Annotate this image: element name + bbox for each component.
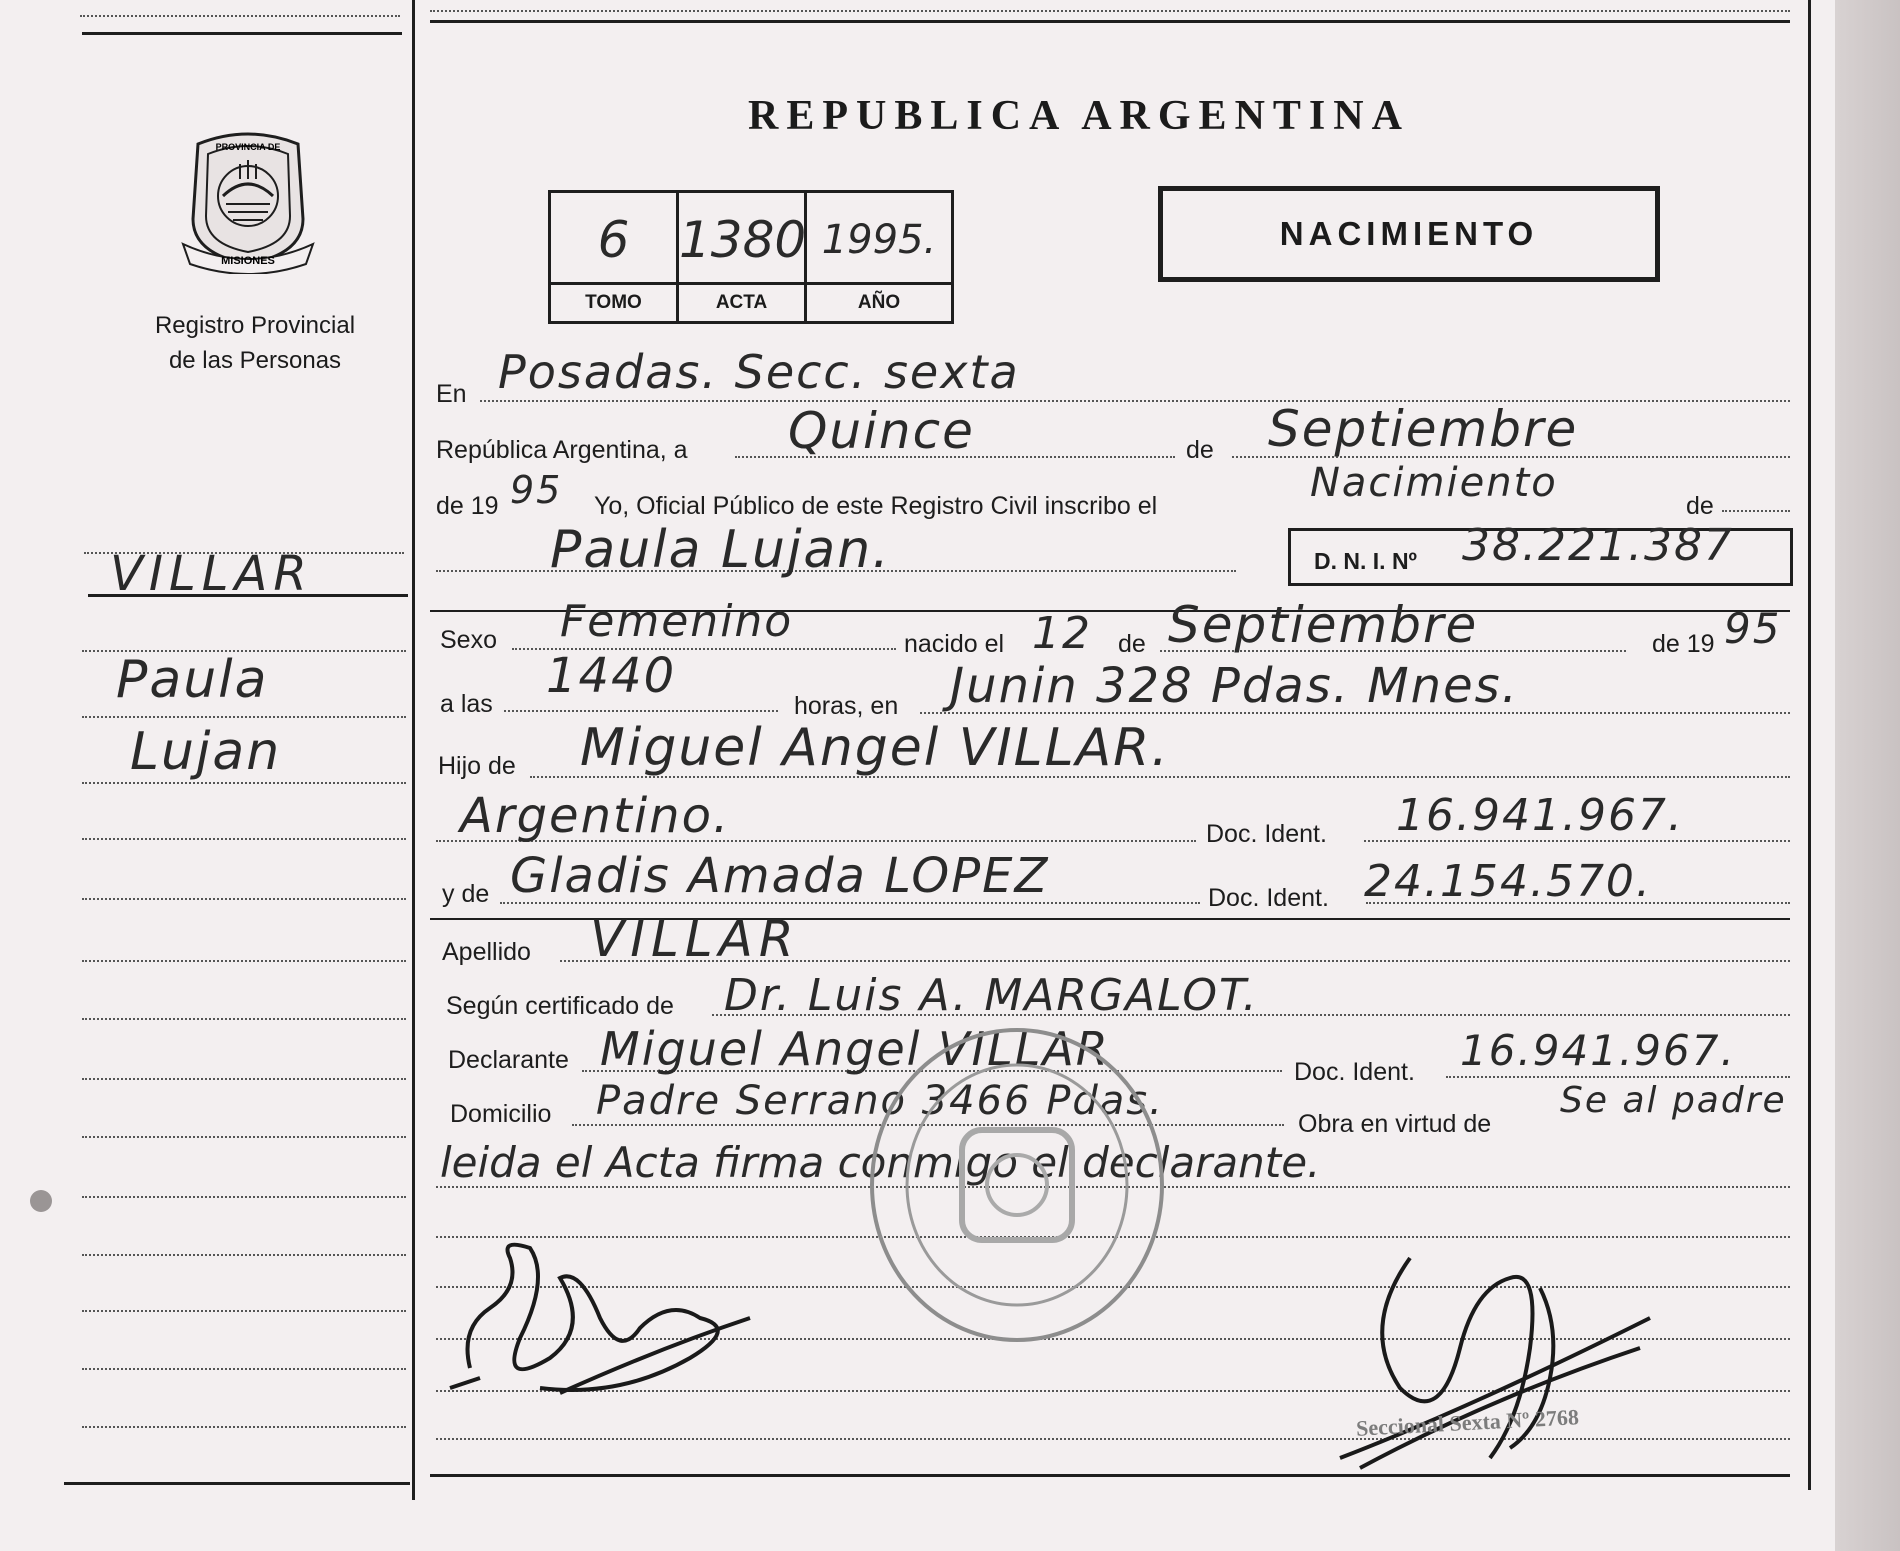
stub-divider <box>412 0 415 1500</box>
bottom-rule-left <box>64 1482 410 1485</box>
field-sexo: Femenino <box>560 596 794 647</box>
field-lugar: Posadas. Secc. sexta <box>498 345 1020 399</box>
act-type-box: NACIMIENTO <box>1158 186 1660 282</box>
stub-line-12 <box>82 1310 406 1312</box>
seal-text-bottom: MISIONES <box>221 255 275 267</box>
field-doc-madre: 24.154.570. <box>1364 856 1652 907</box>
label-sexo: Sexo <box>440 626 497 654</box>
stub-line-6 <box>82 960 406 962</box>
field-mes: Septiembre <box>1268 400 1579 458</box>
label-de-1900: de 19 <box>1652 630 1715 658</box>
dots-hecho-tail <box>1722 510 1790 512</box>
tomo-cell <box>551 193 679 321</box>
tomo-label: TOMO <box>551 282 676 321</box>
label-de: de <box>1186 436 1214 464</box>
label-a-las: a las <box>440 690 493 718</box>
ano-cell <box>807 193 951 321</box>
stub-line-14 <box>82 1426 406 1428</box>
field-certificado: Dr. Luis A. MARGALOT. <box>724 970 1259 1021</box>
field-observacion: leida el Acta firma conmigo el declarante. <box>440 1138 1321 1187</box>
label-de-19: de 19 <box>436 492 499 520</box>
label-doc-ident-1: Doc. Ident. <box>1206 820 1327 848</box>
field-nombre: Paula Lujan. <box>550 520 891 580</box>
field-padre: Miguel Angel VILLAR. <box>580 718 1170 778</box>
field-lugar-nac: Junin 328 Pdas. Mnes. <box>950 658 1519 714</box>
field-dia-nac: 12 <box>1032 608 1092 659</box>
dots-doc-declarante <box>1446 1076 1790 1078</box>
dots-en <box>480 400 1790 402</box>
dots-hora <box>504 710 778 712</box>
stub-line-13 <box>82 1368 406 1370</box>
top-rule-right <box>430 20 1790 23</box>
acta-cell <box>679 193 807 321</box>
field-anio-nac: 95 <box>1724 604 1782 653</box>
stub-line-7 <box>82 1018 406 1020</box>
official-round-stamp-icon <box>862 1020 1172 1350</box>
official-stamp-text: Seccional Sexta Nº 2768 <box>1355 1404 1580 1441</box>
field-obra-virtud: Se al padre <box>1560 1080 1787 1121</box>
registry-line-1: Registro Provincial <box>154 312 356 339</box>
label-apellido: Apellido <box>442 938 531 966</box>
document-title: REPUBLICA ARGENTINA <box>748 93 1410 139</box>
acta-value: 1380 <box>679 211 807 269</box>
hole-punch-mark <box>30 1190 52 1212</box>
registry-name <box>120 308 390 378</box>
stub-line-1 <box>82 650 406 652</box>
field-declarante: Miguel Angel VILLAR <box>600 1022 1110 1076</box>
field-hecho: Nacimiento <box>1310 460 1558 506</box>
label-de-mid: de <box>1118 630 1146 658</box>
right-border <box>1808 0 1811 1490</box>
stub-rule-surname <box>88 594 408 597</box>
label-horas-en: horas, en <box>794 692 899 720</box>
field-madre: Gladis Amada LOPEZ <box>510 848 1050 904</box>
top-rule-left <box>82 32 402 35</box>
field-doc-declarante: 16.941.967. <box>1460 1026 1736 1075</box>
field-anio: 95 <box>510 468 563 512</box>
stub-given-2: Lujan <box>130 722 282 782</box>
top-dotted-line-left <box>80 15 400 17</box>
field-nacionalidad: Argentino. <box>460 788 731 844</box>
label-declarante: Declarante <box>448 1046 569 1074</box>
page-edge-shadow <box>1835 0 1900 1551</box>
label-hijo-de: Hijo de <box>438 752 516 780</box>
label-nacido-el: nacido el <box>904 630 1005 658</box>
label-segun-cert: Según certificado de <box>446 992 674 1020</box>
stub-line-5 <box>82 898 406 900</box>
field-doc-padre: 16.941.967. <box>1396 790 1684 841</box>
stub-line-3 <box>82 782 406 784</box>
stub-line-9 <box>82 1136 406 1138</box>
stub-surname: VILLAR <box>110 546 313 602</box>
label-domicilio: Domicilio <box>450 1100 552 1128</box>
label-de-after: de <box>1686 492 1714 520</box>
field-dni: 38.221.387 <box>1462 520 1734 571</box>
tomo-acta-ano-box <box>548 190 954 324</box>
label-yo-oficial: Yo, Oficial Público de este Registro Civil inscribo el <box>594 492 1158 520</box>
tomo-value: 6 <box>597 211 630 269</box>
top-dotted-line-right <box>430 10 1790 12</box>
label-doc-ident-2: Doc. Ident. <box>1208 884 1329 912</box>
stub-line-10 <box>82 1196 406 1198</box>
label-dni: D. N. I. Nº <box>1314 548 1417 574</box>
field-apellido: VILLAR <box>590 910 800 968</box>
stub-line-2 <box>82 716 406 718</box>
acta-label: ACTA <box>679 282 804 321</box>
field-domicilio: Padre Serrano 3466 Pdas. <box>596 1078 1164 1124</box>
label-y-de: y de <box>442 880 490 908</box>
stub-line-11 <box>82 1254 406 1256</box>
field-hora: 1440 <box>546 648 677 704</box>
label-republica-a: República Argentina, a <box>436 436 688 464</box>
misiones-seal-icon <box>178 124 318 274</box>
ano-label: AÑO <box>807 282 951 321</box>
official-signature-icon <box>1290 1228 1670 1488</box>
label-doc-ident-3: Doc. Ident. <box>1294 1058 1415 1086</box>
field-mes-nac: Septiembre <box>1168 596 1479 654</box>
seal-text-top: PROVINCIA DE <box>215 142 281 152</box>
ano-value: 1995. <box>821 217 937 263</box>
label-obra-virtud: Obra en virtud de <box>1298 1110 1492 1138</box>
stub-line-4 <box>82 838 406 840</box>
field-dia: Quince <box>788 402 975 460</box>
declarant-signature-icon <box>440 1218 770 1418</box>
registry-line-2: de las Personas <box>168 347 342 374</box>
stub-given-1: Paula <box>116 650 269 710</box>
stub-line-8 <box>82 1078 406 1080</box>
label-en: En <box>436 380 467 408</box>
